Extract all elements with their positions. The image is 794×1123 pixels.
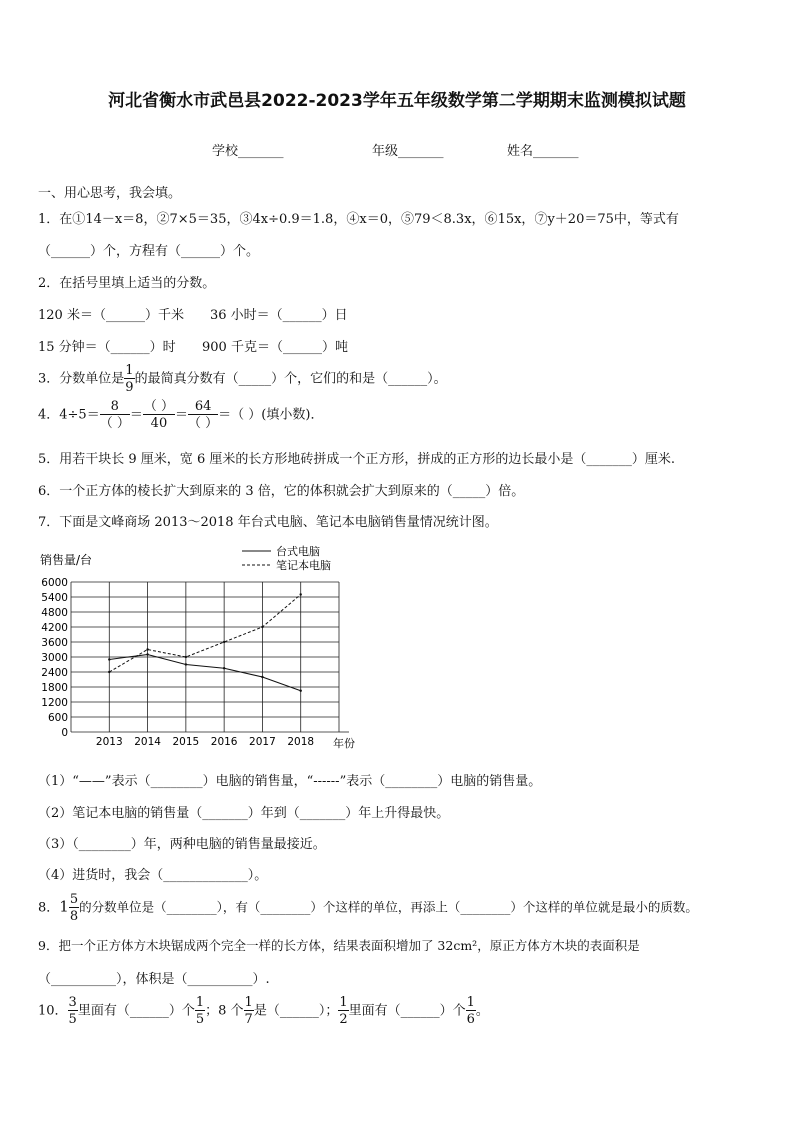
q3-frac-den: 9: [125, 380, 134, 395]
q4-f2-den: 40: [150, 416, 168, 431]
q2-item-d[interactable]: 900 千克＝（______）吨: [202, 340, 348, 355]
q10-text-1[interactable]: 里面有（______）个: [77, 1003, 195, 1019]
chart-data-point: [185, 663, 187, 665]
q1-tail: 中，等式有: [613, 212, 679, 227]
legend-desktop-label: 台式电脑: [276, 545, 320, 558]
q2-item-a[interactable]: 120 米＝（______）千米: [38, 308, 184, 323]
q7-sub-1[interactable]: （1）“——”表示（________）电脑的销售量，“------”表示（________）电脑的销售量。: [38, 774, 542, 789]
q10-fraction-4: [338, 996, 348, 1026]
q1-item-mark: ⑦: [534, 212, 548, 227]
chart-x-tick-label: 2018: [287, 736, 315, 748]
q10-text-2: ；8 个: [205, 1003, 244, 1019]
desktop-series-line: [109, 655, 300, 691]
chart-data-point: [108, 671, 110, 673]
q2-item-b[interactable]: 36 小时＝（______）日: [210, 308, 348, 323]
q10-f2-num: 1: [195, 995, 205, 1010]
section-heading: 一、用心思考，我会填。: [38, 186, 182, 201]
q10-f5-den: 6: [466, 1012, 475, 1027]
q3-pre: 3．分数单位是: [38, 371, 125, 387]
q1-item-text: 7×5＝35，: [169, 212, 240, 227]
q8-fraction: [69, 893, 79, 923]
question-2-stem: 2．在括号里填上适当的分数。: [38, 276, 216, 291]
q7-sub-2[interactable]: （2）笔记本电脑的销售量（_______）年到（_______）年上升得最快。: [38, 806, 450, 821]
chart-y-tick-label: 1200: [41, 697, 68, 709]
q1-item-mark: ①: [72, 212, 86, 227]
q1-answer-line[interactable]: （______）个，方程有（______）个。: [38, 244, 260, 259]
q10-f3-num: 1: [244, 995, 253, 1010]
q4-post[interactable]: ＝（ ）(填小数)．: [218, 407, 324, 423]
q10-text-5: 。: [475, 1003, 489, 1019]
chart-data-point: [108, 658, 110, 660]
q2-item-c[interactable]: 15 分钟＝（______）时: [38, 340, 176, 355]
question-10: [38, 996, 489, 1026]
q8-post[interactable]: 的分数单位是（________），有（________）个这样的单位，再添上（________）个这样的单位就是最小的质数。: [79, 899, 698, 915]
q1-item-text: 79＜8.3x，: [413, 212, 485, 227]
q4-eq-1: ＝: [129, 407, 143, 423]
q7-sub-3[interactable]: （3）（________）年，两种电脑的销售量最接近。: [38, 837, 326, 852]
q1-item-mark: ③: [239, 212, 253, 227]
question-5[interactable]: 5．用若干块长 9 厘米，宽 6 厘米的长方形地砖拼成一个正方形，拼成的正方形的边长最小是（_______）厘米.: [38, 452, 675, 467]
question-4: [38, 400, 323, 430]
q1-item-mark: ⑥: [484, 212, 498, 227]
chart-data-point: [300, 690, 302, 692]
q10-number: 10．: [38, 1003, 68, 1019]
q4-f3-num: 64: [188, 400, 218, 415]
question-6[interactable]: 6．一个正方体的棱长扩大到原来的 3 倍，它的体积就会扩大到原来的（_____）倍。: [38, 484, 525, 499]
question-9-line-2[interactable]: （__________），体积是（__________）.: [38, 972, 270, 987]
q1-items: [72, 212, 614, 227]
q10-fraction-3: [244, 996, 254, 1026]
q10-f4-num: 1: [339, 995, 348, 1010]
q4-f1-num: 8: [100, 400, 130, 415]
q4-f1-den: （ ）: [99, 416, 130, 431]
chart-x-tick-label: 2016: [210, 736, 238, 748]
q4-f3-den: （ ）: [188, 416, 219, 431]
question-3: [38, 364, 447, 394]
chart-y-tick-label: 1800: [41, 682, 68, 694]
q1-pre: 在: [59, 212, 73, 227]
chart-data-point: [261, 626, 263, 628]
q1-item-mark: ④: [346, 212, 360, 227]
q4-f2-num: （ ）: [143, 399, 175, 414]
q1-item-mark: ⑤: [400, 212, 414, 227]
chart-y-axis-label: 销售量/台: [40, 553, 93, 567]
chart-y-tick-label: 600: [47, 712, 68, 724]
chart-lines: [108, 593, 302, 692]
sales-line-chart: [30, 542, 370, 757]
chart-y-tick-label: 6000: [41, 577, 68, 589]
q10-fraction-5: [466, 996, 476, 1026]
q8-number: 8．: [38, 900, 60, 916]
q10-f5-num: 1: [466, 995, 475, 1010]
laptop-series-line: [109, 595, 300, 673]
chart-x-tick-label: 2017: [249, 736, 276, 748]
chart-data-point: [223, 667, 225, 669]
q1-item-text: y＋20＝75: [547, 212, 614, 227]
question-9-line-1[interactable]: 9．把一个正方体方木块锯成两个完全一样的长方体，结果表面积增加了 32cm²，原正方体方木块的表面积是: [38, 938, 640, 953]
question-7-stem: 7．下面是文峰商场 2013～2018 年台式电脑、笔记本电脑销售量情况统计图。: [38, 515, 498, 530]
q3-post[interactable]: 的最简真分数有（_____）个，它们的和是（______）。: [134, 371, 447, 387]
q10-f1-den: 5: [68, 1012, 77, 1027]
q4-fraction-2[interactable]: [143, 400, 175, 430]
q1-item-text: 15x，: [497, 212, 535, 227]
chart-data-point: [261, 676, 263, 678]
legend-laptop-label: 笔记本电脑: [276, 559, 331, 572]
chart-data-point: [300, 593, 302, 595]
chart-y-tick-label: 4200: [41, 622, 68, 634]
chart-x-axis-label: 年份: [333, 737, 355, 750]
school-field[interactable]: 学校_______: [212, 144, 284, 159]
chart-data-point: [146, 653, 148, 655]
q10-text-3[interactable]: 是（______）；: [253, 1003, 339, 1019]
q8-frac-num: 5: [69, 892, 79, 907]
q10-f2-den: 5: [195, 1012, 205, 1027]
grade-field[interactable]: 年级_______: [372, 144, 444, 159]
chart-data-point: [185, 656, 187, 658]
q10-fraction-1: [68, 996, 78, 1026]
q10-text-4[interactable]: 里面有（______）个: [348, 1003, 466, 1019]
q10-f4-den: 2: [339, 1012, 348, 1027]
q10-fraction-2: [195, 996, 205, 1026]
q10-f1-num: 3: [68, 995, 77, 1010]
q4-eq-2: ＝: [175, 407, 189, 423]
q10-f3-den: 7: [244, 1012, 253, 1027]
q1-item-mark: ②: [156, 212, 170, 227]
q8-whole: 1: [59, 897, 69, 916]
chart-y-tick-label: 0: [61, 727, 68, 739]
q7-sub-4[interactable]: （4）进货时，我会（_____________）。: [38, 868, 268, 883]
chart-y-tick-label: 5400: [41, 592, 68, 604]
question-1: [38, 208, 679, 227]
q8-frac-den: 8: [69, 909, 79, 924]
chart-data-point: [223, 641, 225, 643]
q4-fraction-1[interactable]: [100, 400, 130, 430]
chart-data-point: [146, 648, 148, 650]
q1-item-text: 14－x＝8，: [85, 212, 157, 227]
q4-pre: 4．4÷5＝: [38, 407, 100, 423]
q1-item-text: x＝0，: [359, 212, 401, 227]
chart-x-tick-label: 2013: [95, 736, 123, 748]
q1-item-text: 4x÷0.9＝1.8，: [252, 212, 347, 227]
q4-fraction-3[interactable]: [188, 400, 218, 430]
q3-fraction: [124, 364, 134, 394]
chart-x-tick-label: 2014: [134, 736, 161, 748]
name-field[interactable]: 姓名_______: [507, 144, 579, 159]
q3-frac-num: 1: [125, 363, 134, 378]
chart-x-tick-label: 2015: [172, 736, 200, 748]
chart-y-tick-label: 3600: [41, 637, 68, 649]
page-title: 河北省衡水市武邑县2022-2023学年五年级数学第二学期期末监测模拟试题: [108, 91, 686, 111]
chart-grid: [71, 582, 349, 732]
question-8: [38, 893, 698, 923]
chart-y-tick-label: 3000: [41, 652, 68, 664]
q1-number: 1．: [38, 212, 60, 227]
chart-y-tick-label: 4800: [41, 607, 68, 619]
chart-y-tick-label: 2400: [41, 667, 68, 679]
